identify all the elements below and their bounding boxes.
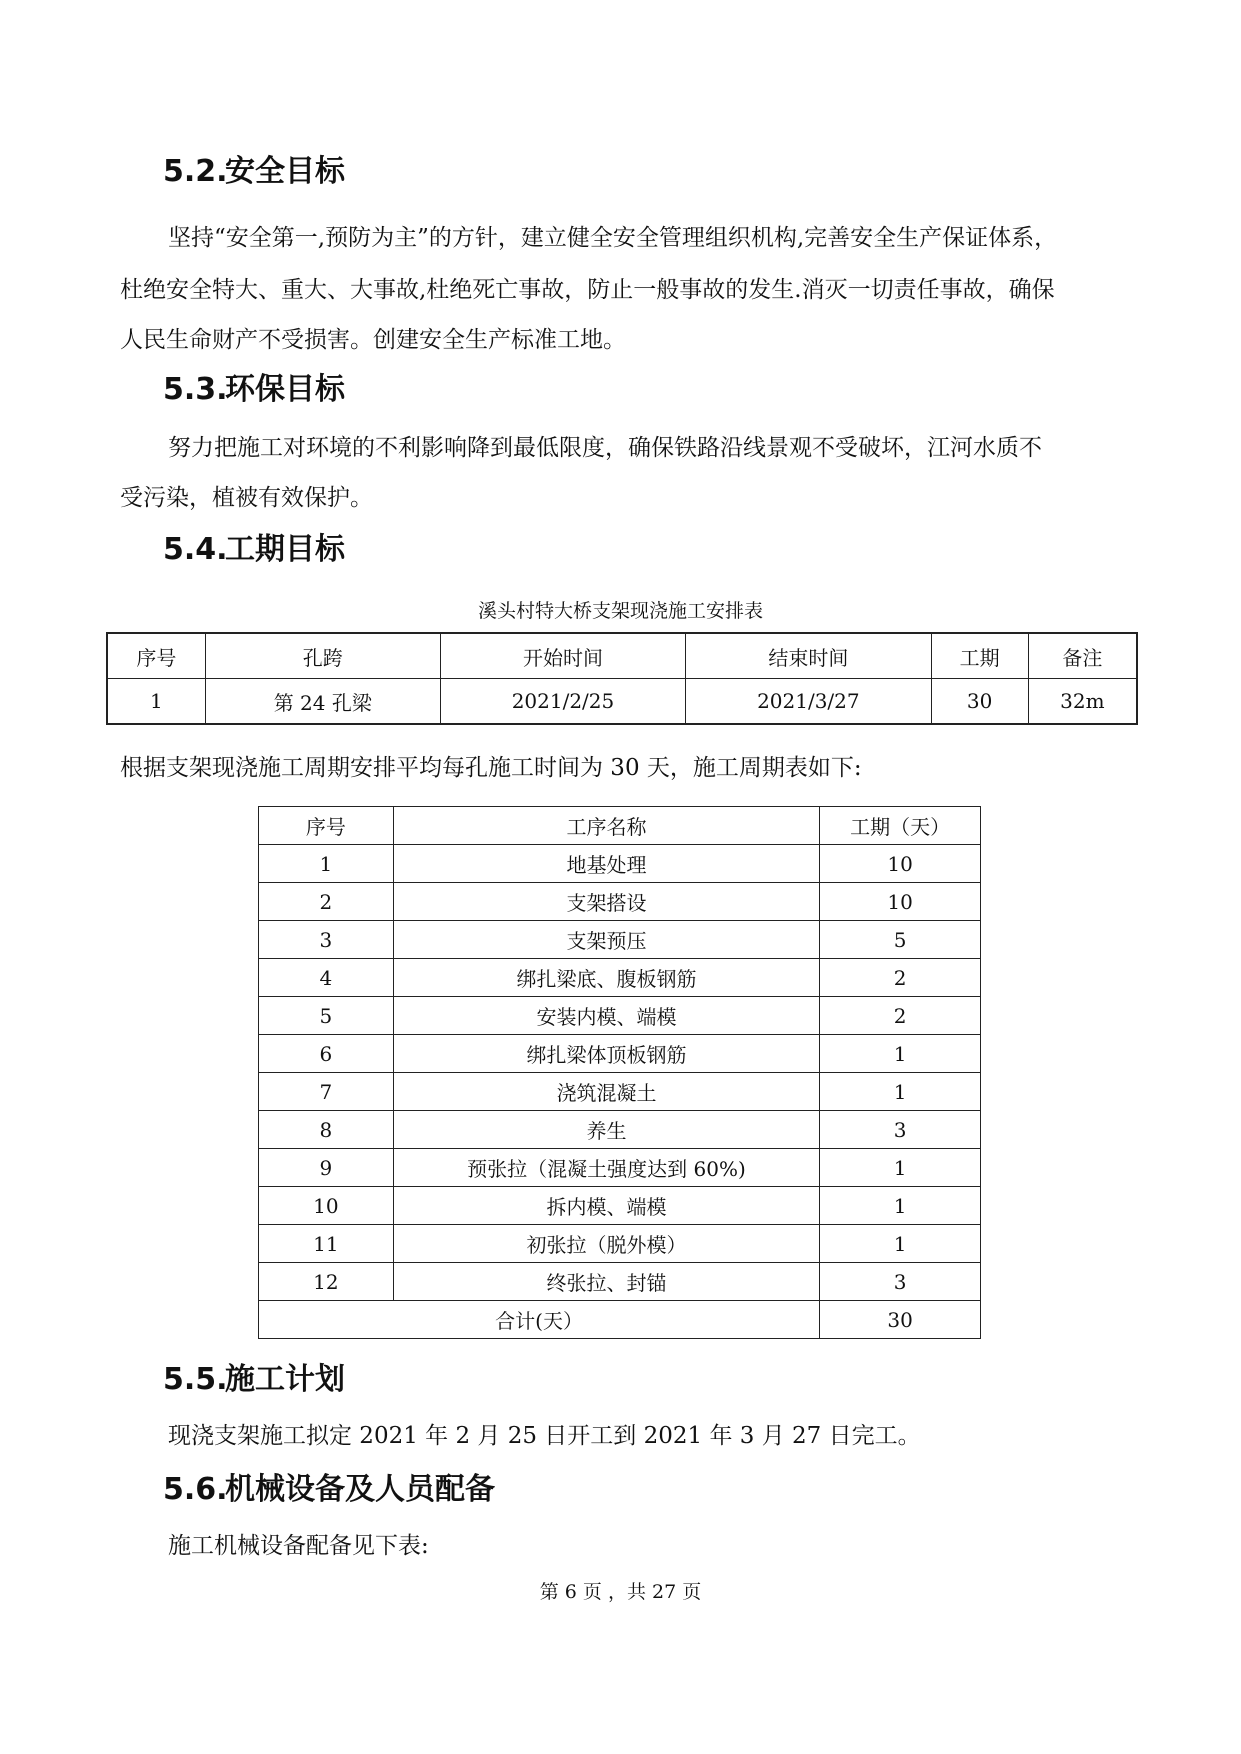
table-cell: 10 — [820, 845, 981, 883]
table-cell: 1 — [820, 1225, 981, 1263]
table-cell: 1 — [820, 1035, 981, 1073]
table-cell: 3 — [820, 1263, 981, 1301]
table-header-row — [259, 807, 981, 845]
section-title: 安全目标 — [225, 154, 345, 189]
construction-cycle-table — [258, 806, 981, 1339]
table-cell: 1 — [820, 1149, 981, 1187]
table-cell: 拆内模、端模 — [393, 1187, 819, 1225]
paragraph-line: 受污染，植被有效保护。 — [120, 485, 373, 511]
header-cell: 工期 — [931, 633, 1028, 679]
table-cell: 32m — [1028, 679, 1137, 725]
section-title: 施工计划 — [225, 1362, 345, 1397]
section-title: 环保目标 — [225, 372, 345, 407]
table-cell: 5 — [259, 997, 394, 1035]
construction-schedule-table — [106, 632, 1138, 725]
header-cell: 工期（天） — [820, 807, 981, 845]
table-cell: 10 — [259, 1187, 394, 1225]
header-cell: 孔跨 — [205, 633, 440, 679]
table-cell: 养生 — [393, 1111, 819, 1149]
section-heading-5-6 — [163, 1470, 495, 1510]
paragraph-line: 根据支架现浇施工周期安排平均每孔施工时间为 30 天，施工周期表如下: — [120, 755, 862, 781]
table-row — [259, 997, 981, 1035]
table-header-row — [107, 633, 1137, 679]
section-heading-5-5 — [163, 1360, 345, 1400]
table-row — [259, 959, 981, 997]
table-row — [259, 1035, 981, 1073]
section-heading-5-4 — [163, 530, 345, 570]
table-cell: 1 — [820, 1073, 981, 1111]
page-footer: 第 6 页 ，共 27 页 — [539, 1581, 702, 1603]
table-cell: 30 — [931, 679, 1028, 725]
table-row — [259, 1187, 981, 1225]
table-cell: 11 — [259, 1225, 394, 1263]
section-number: 5.4. — [163, 532, 228, 567]
table-row — [259, 883, 981, 921]
table-row — [259, 921, 981, 959]
table-cell: 1 — [820, 1187, 981, 1225]
section-number: 5.3. — [163, 372, 228, 407]
header-cell: 备注 — [1028, 633, 1137, 679]
table-row — [259, 1111, 981, 1149]
table-cell: 6 — [259, 1035, 394, 1073]
table-cell: 浇筑混凝土 — [393, 1073, 819, 1111]
table-row — [259, 845, 981, 883]
section-number: 5.2. — [163, 154, 228, 189]
table-cell: 安装内模、端模 — [393, 997, 819, 1035]
table-total-row — [259, 1301, 981, 1339]
table-cell: 2 — [820, 997, 981, 1035]
paragraph-line: 施工机械设备配备见下表: — [168, 1533, 429, 1559]
table-cell: 10 — [820, 883, 981, 921]
table-cell: 绑扎梁体顶板钢筋 — [393, 1035, 819, 1073]
table-cell: 9 — [259, 1149, 394, 1187]
table-cell: 1 — [259, 845, 394, 883]
table-row — [259, 1263, 981, 1301]
table-cell: 绑扎梁底、腹板钢筋 — [393, 959, 819, 997]
table-row — [107, 679, 1137, 725]
header-cell: 开始时间 — [440, 633, 685, 679]
section-number: 5.5. — [163, 1362, 228, 1397]
table-cell: 12 — [259, 1263, 394, 1301]
table-cell: 2021/3/27 — [686, 679, 931, 725]
header-cell: 结束时间 — [686, 633, 931, 679]
paragraph-line: 人民生命财产不受损害。创建安全生产标准工地。 — [120, 327, 626, 353]
table-cell: 1 — [107, 679, 205, 725]
table-cell: 3 — [259, 921, 394, 959]
section-number: 5.6. — [163, 1472, 228, 1507]
table-cell: 支架预压 — [393, 921, 819, 959]
table-row — [259, 1149, 981, 1187]
table-cell: 终张拉、封锚 — [393, 1263, 819, 1301]
paragraph-line: 现浇支架施工拟定 2021 年 2 月 25 日开工到 2021 年 3 月 27 日完工。 — [168, 1423, 921, 1449]
table-cell: 第 24 孔梁 — [205, 679, 440, 725]
header-cell: 序号 — [259, 807, 394, 845]
section-heading-5-2 — [163, 152, 345, 192]
table-cell: 4 — [259, 959, 394, 997]
section-title: 工期目标 — [225, 532, 345, 567]
table-cell: 5 — [820, 921, 981, 959]
paragraph-line: 坚持“安全第一,预防为主”的方针，建立健全安全管理组织机构,完善安全生产保证体系， — [168, 225, 1058, 251]
header-cell: 工序名称 — [393, 807, 819, 845]
table-cell: 2 — [259, 883, 394, 921]
table-cell: 3 — [820, 1111, 981, 1149]
total-value: 30 — [820, 1301, 981, 1339]
header-cell: 序号 — [107, 633, 205, 679]
table-row — [259, 1225, 981, 1263]
table-caption: 溪头村特大桥支架现浇施工安排表 — [477, 600, 763, 622]
section-heading-5-3 — [163, 370, 345, 410]
table-cell: 7 — [259, 1073, 394, 1111]
table-cell: 8 — [259, 1111, 394, 1149]
table-cell: 支架搭设 — [393, 883, 819, 921]
section-title: 机械设备及人员配备 — [225, 1472, 495, 1507]
table-cell: 2021/2/25 — [440, 679, 685, 725]
table-cell: 初张拉（脱外模） — [393, 1225, 819, 1263]
table-row — [259, 1073, 981, 1111]
paragraph-line: 努力把施工对环境的不利影响降到最低限度，确保铁路沿线景观不受破坏，江河水质不 — [168, 435, 1042, 461]
table-cell: 2 — [820, 959, 981, 997]
total-label: 合计(天） — [259, 1301, 820, 1339]
paragraph-line: 杜绝安全特大、重大、大事故,杜绝死亡事故，防止一般事故的发生.消灭一切责任事故，确保 — [120, 277, 1055, 303]
table-cell: 预张拉（混凝土强度达到 60%) — [393, 1149, 819, 1187]
table-cell: 地基处理 — [393, 845, 819, 883]
